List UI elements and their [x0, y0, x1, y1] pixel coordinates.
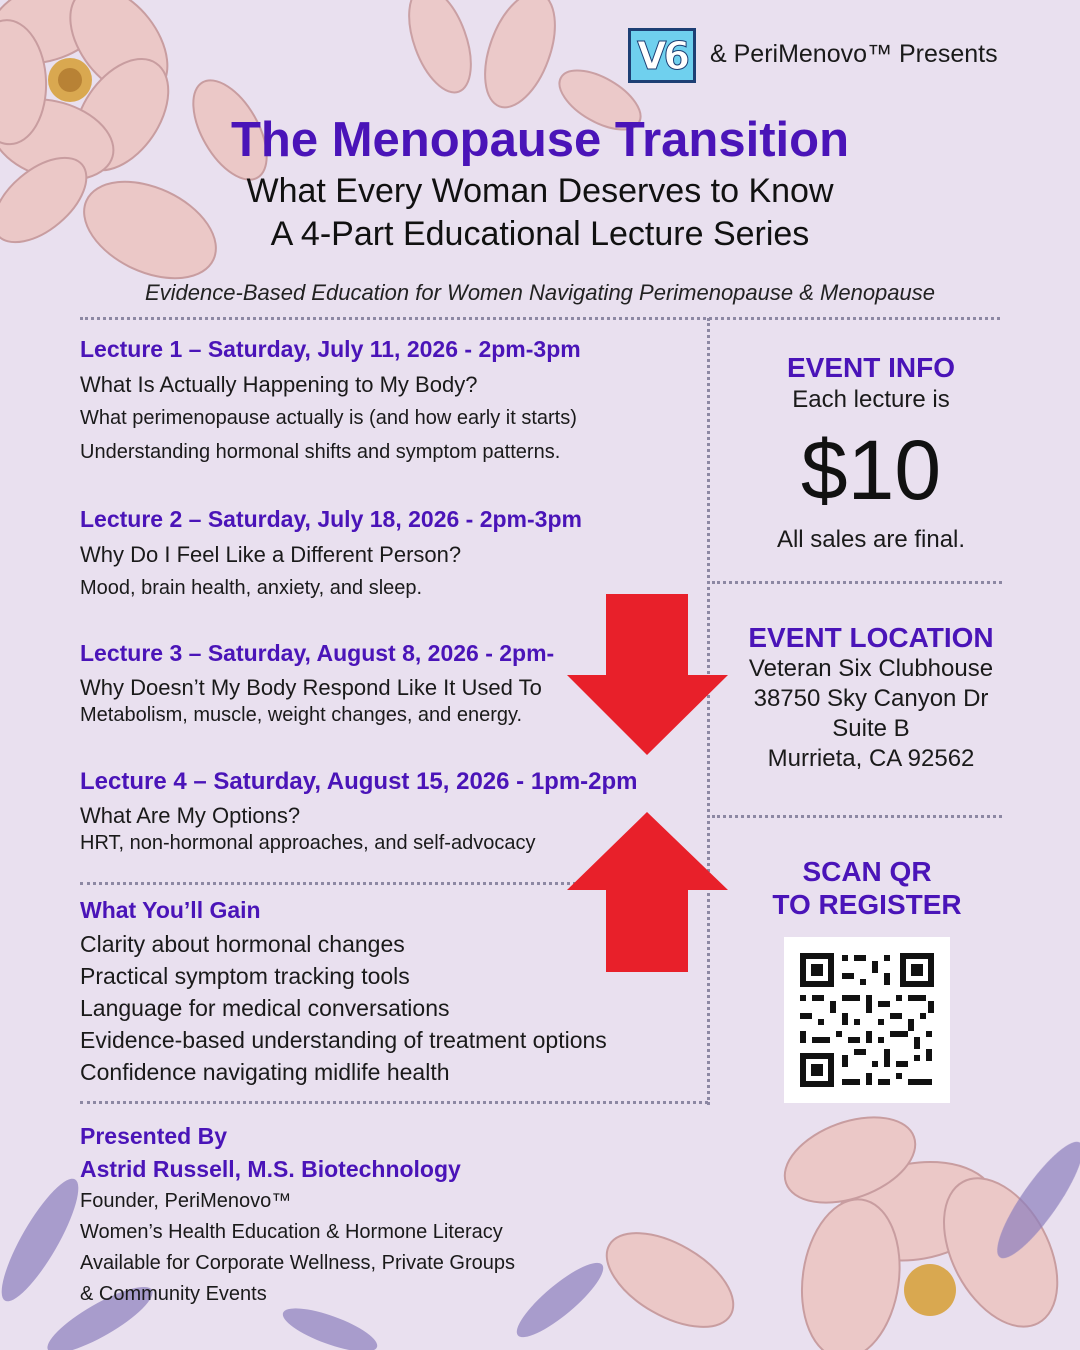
subtitle-1: What Every Woman Deserves to Know — [246, 172, 834, 210]
qr-code-graphic — [784, 937, 950, 1103]
lecture-detail: HRT, non-hormonal approaches, and self-advocacy — [80, 832, 536, 854]
presenter-name: Astrid Russell, M.S. Biotechnology — [80, 1156, 461, 1182]
lecture-2 — [80, 506, 582, 600]
price: $10 — [800, 423, 942, 517]
presenter-line: Women’s Health Education & Hormone Literacy — [80, 1221, 503, 1243]
arrow-up-icon — [567, 812, 728, 972]
lecture-title: What Is Actually Happening to My Body? — [80, 372, 478, 397]
address-line: Suite B — [832, 715, 910, 742]
divider-left-2 — [80, 1101, 708, 1104]
event-info-line: Each lecture is — [792, 386, 950, 413]
red-arrows — [565, 590, 730, 975]
list-item: Language for medical conversations — [80, 995, 450, 1021]
gain-heading: What You’ll Gain — [80, 897, 261, 923]
presenter-line: Founder, PeriMenovo™ — [80, 1190, 292, 1212]
v6-logo: V6 — [628, 28, 696, 83]
lecture-title: What Are My Options? — [80, 803, 301, 828]
arrow-down-icon — [567, 594, 728, 755]
presenter-heading: Presented By — [80, 1123, 228, 1149]
divider-right-1 — [712, 581, 1002, 584]
lecture-3 — [80, 640, 554, 727]
event-location — [712, 622, 1030, 774]
lecture-detail: What perimenopause actually is (and how early it starts) — [80, 407, 577, 429]
presenter-section — [80, 1120, 515, 1310]
lecture-title: Why Doesn’t My Body Respond Like It Used To — [80, 675, 542, 700]
event-info — [712, 352, 1030, 554]
presents-text: & PeriMenovo™ Presents — [710, 40, 998, 68]
register-line-1: SCAN QR — [802, 856, 932, 887]
list-item: Evidence-based understanding of treatment options — [80, 1027, 607, 1053]
event-info-heading: EVENT INFO — [786, 352, 955, 383]
address-line: Murrieta, CA 92562 — [767, 745, 975, 772]
lecture-4 — [80, 768, 638, 855]
lecture-detail: Understanding hormonal shifts and symptom patterns. — [80, 441, 561, 463]
lecture-title: Why Do I Feel Like a Different Person? — [80, 542, 462, 567]
list-item: Clarity about hormonal changes — [80, 931, 405, 957]
lecture-detail: Mood, brain health, anxiety, and sleep. — [80, 577, 423, 599]
address-line: Veteran Six Clubhouse — [748, 655, 994, 682]
event-location-heading: EVENT LOCATION — [748, 622, 994, 653]
lecture-detail: Metabolism, muscle, weight changes, and energy. — [80, 704, 523, 726]
sales-note: All sales are final. — [776, 526, 966, 553]
address-line: 38750 Sky Canyon Dr — [753, 685, 989, 712]
qr-code[interactable] — [784, 937, 950, 1103]
subtitle-2: A 4-Part Educational Lecture Series — [270, 215, 810, 253]
gain-section — [80, 897, 607, 1088]
divider-top — [80, 317, 1000, 320]
register-section — [712, 855, 1022, 921]
tagline: Evidence-Based Education for Women Navigating Perimenopause & Menopause — [144, 280, 935, 305]
page-title: The Menopause Transition — [230, 113, 850, 167]
lecture-heading: Lecture 3 – Saturday, August 8, 2026 - 2pm- — [80, 640, 555, 666]
presenter-line: & Community Events — [80, 1283, 267, 1305]
lecture-heading: Lecture 1 – Saturday, July 11, 2026 - 2pm-3pm — [80, 336, 581, 362]
presenter-line: Available for Corporate Wellness, Private Groups — [80, 1252, 516, 1274]
lecture-1 — [80, 336, 581, 464]
list-item: Confidence navigating midlife health — [80, 1059, 450, 1085]
register-line-2: TO REGISTER — [772, 889, 962, 920]
list-item: Practical symptom tracking tools — [80, 963, 410, 989]
divider-right-2 — [712, 815, 1002, 818]
lecture-heading: Lecture 4 – Saturday, August 15, 2026 - 1pm-2pm — [80, 768, 638, 795]
lecture-heading: Lecture 2 – Saturday, July 18, 2026 - 2pm-3pm — [80, 506, 582, 532]
